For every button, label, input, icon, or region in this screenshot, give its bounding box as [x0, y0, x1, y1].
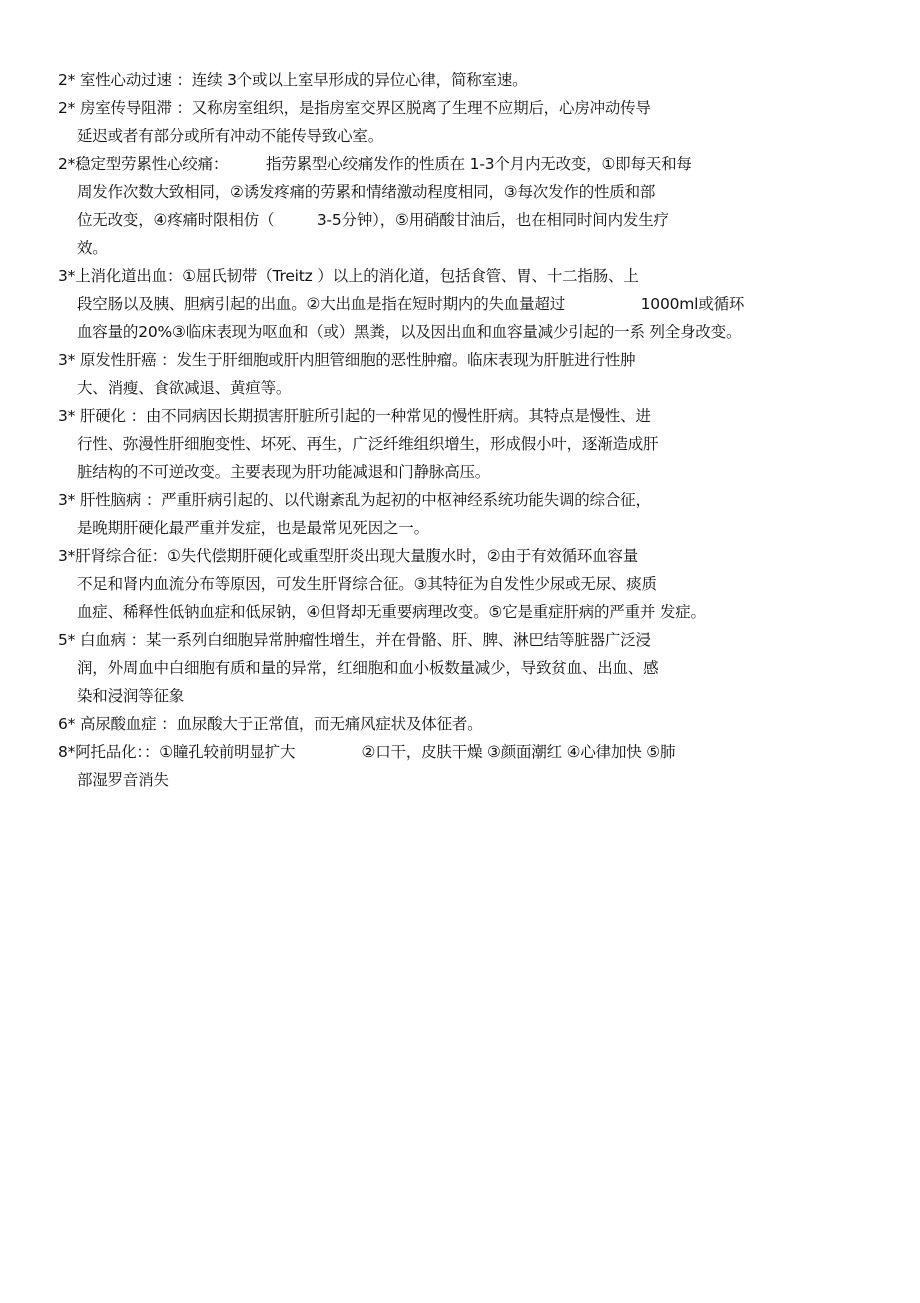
entry-line: 2* 室性心动过速 ：连续 3个或以上室早形成的异位心律，简称室速。 — [58, 71, 528, 89]
entry-line: 行性、弥漫性肝细胞变性、坏死、再生，广泛纤维组织增生，形成假小叶，逐渐造成肝 — [77, 435, 659, 453]
entry-line: 3*肝肾综合征：①失代偿期肝硬化或重型肝炎出现大量腹水时，②由于有效循环血容量 — [58, 547, 639, 565]
entry-leukemia — [58, 626, 903, 710]
entry-line: 是晚期肝硬化最严重并发症，也是最常见死因之一。 — [77, 519, 429, 537]
entry-line: 3* 肝性脑病 ：严重肝病引起的、以代谢紊乱为起初的中枢神经系统功能失调的综合征， — [58, 491, 651, 509]
entry-line: 延迟或者有部分或所有冲动不能传导致心室。 — [77, 127, 384, 145]
entry-line: 2*稳定型劳累性心绞痛： 指劳累型心绞痛发作的性质在 1-3个月内无改变，①即每天和每 — [58, 155, 692, 173]
entry-line: 不足和肾内血流分布等原因，可发生肝肾综合征。③其特征为自发性少尿或无尿、痰质 — [77, 575, 657, 593]
document-page — [58, 66, 903, 794]
entry-hepatorenal-syndrome — [58, 542, 903, 626]
entry-line: 周发作次数大致相同，②诱发疼痛的劳累和情绪激动程度相同，③每次发作的性质和部 — [77, 183, 656, 201]
entry-ventricular-tachycardia — [58, 66, 903, 94]
entry-line: 3*上消化道出血：①屈氏韧带（Treitz ）以上的消化道，包括食管、胃、十二指肠、上 — [58, 267, 639, 285]
entry-line: 大、消瘦、食欲减退、黄疸等。 — [77, 379, 292, 397]
entry-line: 血症、稀释性低钠血症和低尿钠，④但肾却无重要病理改变。⑤它是重症肝病的严重并 发症。 — [77, 603, 706, 621]
entry-hyperuricemia — [58, 710, 903, 738]
entry-line: 3* 肝硬化 ：由不同病因长期损害肝脏所引起的一种常见的慢性肝病。其特点是慢性、进 — [58, 407, 651, 425]
entry-hepatic-encephalopathy — [58, 486, 903, 542]
entry-cirrhosis — [58, 402, 903, 486]
entry-av-block — [58, 94, 903, 150]
entry-stable-angina — [58, 150, 903, 262]
entry-line: 润，外周血中白细胞有质和量的异常，红细胞和血小板数量减少，导致贫血、出血、感 — [77, 659, 659, 677]
entry-upper-gi-bleeding — [58, 262, 903, 346]
entry-line: 3* 原发性肝癌 ：发生于肝细胞或肝内胆管细胞的恶性肿瘤。临床表现为肝脏进行性肿 — [58, 351, 636, 369]
entry-line: 血容量的20%③临床表现为呕血和（或）黑粪，以及因出血和血容量减少引起的一系 列全身改变。 — [77, 323, 742, 341]
entry-line: 效。 — [77, 239, 108, 257]
entry-line: 2* 房室传导阻滞 ：又称房室组织，是指房室交界区脱离了生理不应期后，心房冲动传导 — [58, 99, 651, 117]
entry-line: 段空肠以及胰、胆病引起的出血。②大出血是指在短时期内的失血量超过 1000ml或循环 — [77, 295, 745, 313]
entry-line: 8*阿托品化：：①瞳孔较前明显扩大 ②口干，皮肤干燥 ③颜面潮红 ④心律加快 ⑤肺 — [58, 743, 676, 761]
entry-line: 位无改变，④疼痛时限相仿（ 3-5分钟），⑤用硝酸甘油后，也在相同时间内发生疗 — [77, 211, 669, 229]
entry-line: 6* 高尿酸血症 ：血尿酸大于正常值，而无痛风症状及体征者。 — [58, 715, 483, 733]
entry-line: 5* 白血病 ：某一系列白细胞异常肿瘤性增生，并在骨骼、肝、脾、淋巴结等脏器广泛浸 — [58, 631, 651, 649]
entry-primary-liver-cancer — [58, 346, 903, 402]
entry-line: 部湿罗音消失 — [77, 771, 169, 789]
entry-atropinization — [58, 738, 903, 794]
entry-line: 脏结构的不可逆改变。主要表现为肝功能减退和门静脉高压。 — [77, 463, 491, 481]
entry-line: 染和浸润等征象 — [77, 687, 185, 705]
